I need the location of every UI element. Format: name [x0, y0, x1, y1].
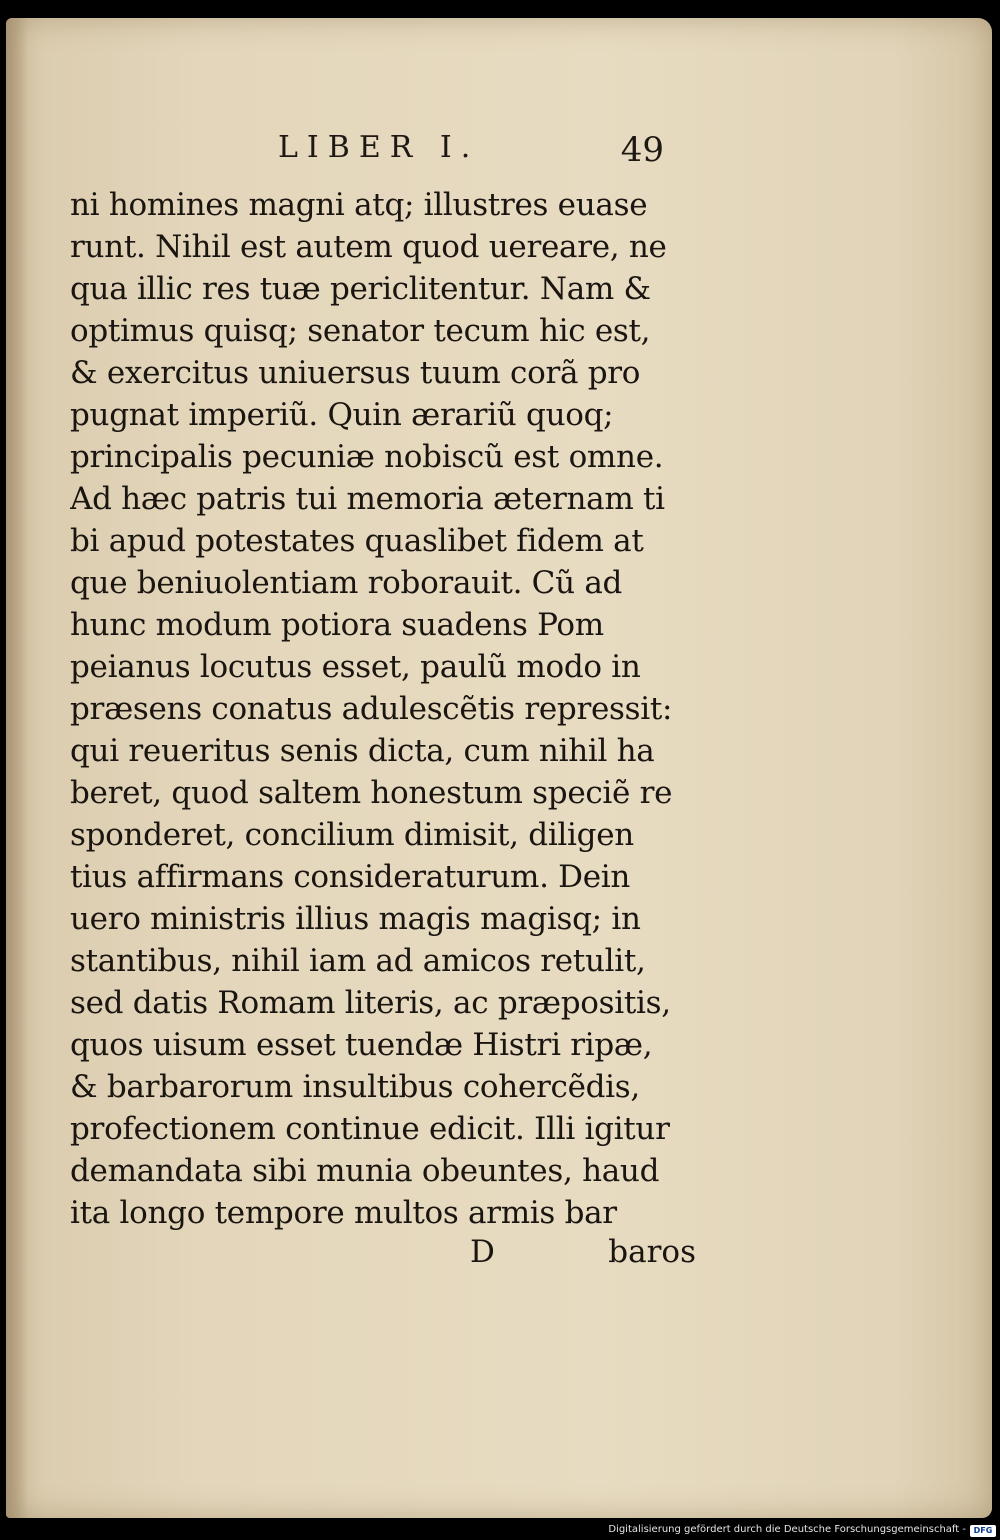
text-line: pugnat imperiũ. Quin ærariũ quoq;: [70, 397, 614, 433]
text-line: hunc modum potiora suadens Pom: [70, 607, 604, 643]
page-number: 49: [620, 130, 664, 170]
text-line: qui reueritus senis dicta, cum nihil ha: [70, 733, 655, 769]
footer-credit: Digitalisierung gefördert durch die Deutsche Forschungsgemeinschaft -: [608, 1524, 966, 1535]
running-title: LIBER I.: [278, 130, 480, 165]
text-line: sponderet, concilium dimisit, diligen: [70, 817, 634, 853]
footer-bar: [0, 1522, 1000, 1540]
text-line: bi apud potestates quaslibet fidem at: [70, 523, 644, 559]
running-head: [278, 130, 678, 174]
text-line: que beniuolentiam roborauit. Cũ ad: [70, 565, 623, 601]
text-line: runt. Nihil est autem quod uereare, ne: [70, 229, 667, 265]
catchword: baros: [608, 1234, 696, 1270]
text-line: peianus locutus esset, paulũ modo in: [70, 649, 641, 685]
page-gutter-shadow: [6, 18, 28, 1518]
text-line: optimus quisq; senator tecum hic est,: [70, 313, 651, 349]
text-line: stantibus, nihil iam ad amicos retulit,: [70, 943, 646, 979]
text-line: tius affirmans consideraturum. Dein: [70, 859, 631, 895]
text-line: sed datis Romam literis, ac præpositis,: [70, 985, 671, 1021]
dfg-logo: DFG: [970, 1525, 996, 1537]
signature-mark: D: [470, 1234, 495, 1270]
book-page: [6, 18, 992, 1518]
text-line: ni homines magni atq; illustres euase: [70, 187, 648, 223]
text-line: ita longo tempore multos armis bar: [70, 1195, 617, 1231]
text-line: Ad hæc patris tui memoria æternam ti: [70, 481, 665, 517]
text-line: quos uisum esset tuendæ Histri ripæ,: [70, 1027, 653, 1063]
text-line: & exercitus uniuersus tuum corã pro: [70, 355, 641, 391]
text-line: præsens conatus adulescẽtis repressit:: [70, 691, 673, 727]
text-line: uero ministris illius magis magisq; in: [70, 901, 641, 937]
text-line: qua illic res tuæ periclitentur. Nam &: [70, 271, 651, 307]
catchline: [70, 1234, 710, 1278]
text-block: [70, 184, 710, 1234]
text-line: & barbarorum insultibus cohercẽdis,: [70, 1069, 640, 1105]
text-line: profectionem continue edicit. Illi igitur: [70, 1111, 670, 1147]
text-line: beret, quod saltem honestum speciẽ re: [70, 775, 673, 811]
text-line: principalis pecuniæ nobiscũ est omne.: [70, 439, 664, 475]
text-line: demandata sibi munia obeuntes, haud: [70, 1153, 660, 1189]
